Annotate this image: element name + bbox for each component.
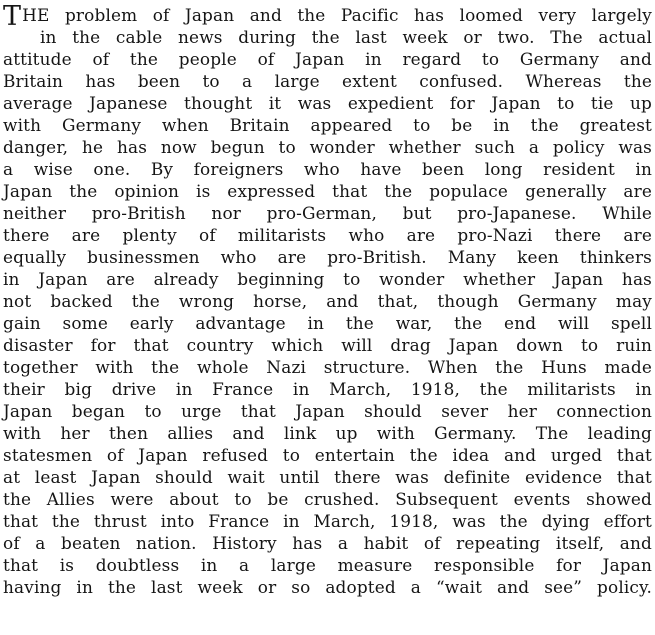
- article-line-13: in Japan are already beginning to wonder whether Japan has: [3, 269, 652, 289]
- article-line-1: [3, 1, 652, 32]
- article-line-18: their big drive in France in March, 1918, the militarists in: [3, 379, 652, 399]
- article-line-3: attitude of the people of Japan in regard to Germany and: [3, 49, 652, 69]
- article-line-24: that the thrust into France in March, 1918, was the dying effort: [3, 511, 652, 531]
- article-line-4: Britain has been to a large extent confused. Whereas the: [3, 71, 652, 91]
- article-line-21: statesmen of Japan refused to entertain the idea and urged that: [3, 445, 652, 465]
- article-line-19: Japan began to urge that Japan should sever her connection: [3, 401, 652, 421]
- article-line-17: together with the whole Nazi structure. When the Huns made: [3, 357, 652, 377]
- article-line-14: not backed the wrong horse, and that, though Germany may: [3, 291, 652, 311]
- article-line-26: that is doubtless in a large measure responsible for Japan: [3, 555, 652, 575]
- article-line-25: of a beaten nation. History has a habit of repeating itself, and: [3, 533, 652, 553]
- article-line-23: the Allies were about to be crushed. Subsequent events showed: [3, 489, 652, 509]
- article-line-8: a wise one. By foreigners who have been long resident in: [3, 159, 652, 179]
- article-line-12: equally businessmen who are pro-British. Many keen thinkers: [3, 247, 652, 267]
- article-body: [3, 1, 652, 635]
- article-line-5: average Japanese thought it was expedient for Japan to tie up: [3, 93, 652, 113]
- article-line-15: gain some early advantage in the war, the end will spell: [3, 313, 652, 333]
- article-line-22: at least Japan should wait until there was definite evidence that: [3, 467, 652, 487]
- article-line-7: danger, he has now begun to wonder whether such a policy was: [3, 137, 652, 157]
- first-line-text: HE problem of Japan and the Pacific has loomed very largely: [22, 5, 652, 25]
- article-line-6: with Germany when Britain appeared to be in the greatest: [3, 115, 652, 135]
- article-line-9: Japan the opinion is expressed that the populace generally are: [3, 181, 652, 201]
- article-line-10: neither pro-British nor pro-German, but pro-Japanese. While: [3, 203, 652, 223]
- article-line-27: having in the last week or so adopted a “wait and see” policy.: [3, 577, 652, 597]
- article-line-20: with her then allies and link up with Germany. The leading: [3, 423, 652, 443]
- article-line-16: disaster for that country which will drag Japan down to ruin: [3, 335, 652, 355]
- article-line-2: in the cable news during the last week or two. The actual: [40, 27, 652, 47]
- drop-cap: T: [3, 1, 22, 32]
- article-line-11: there are plenty of militarists who are pro-Nazi there are: [3, 225, 652, 245]
